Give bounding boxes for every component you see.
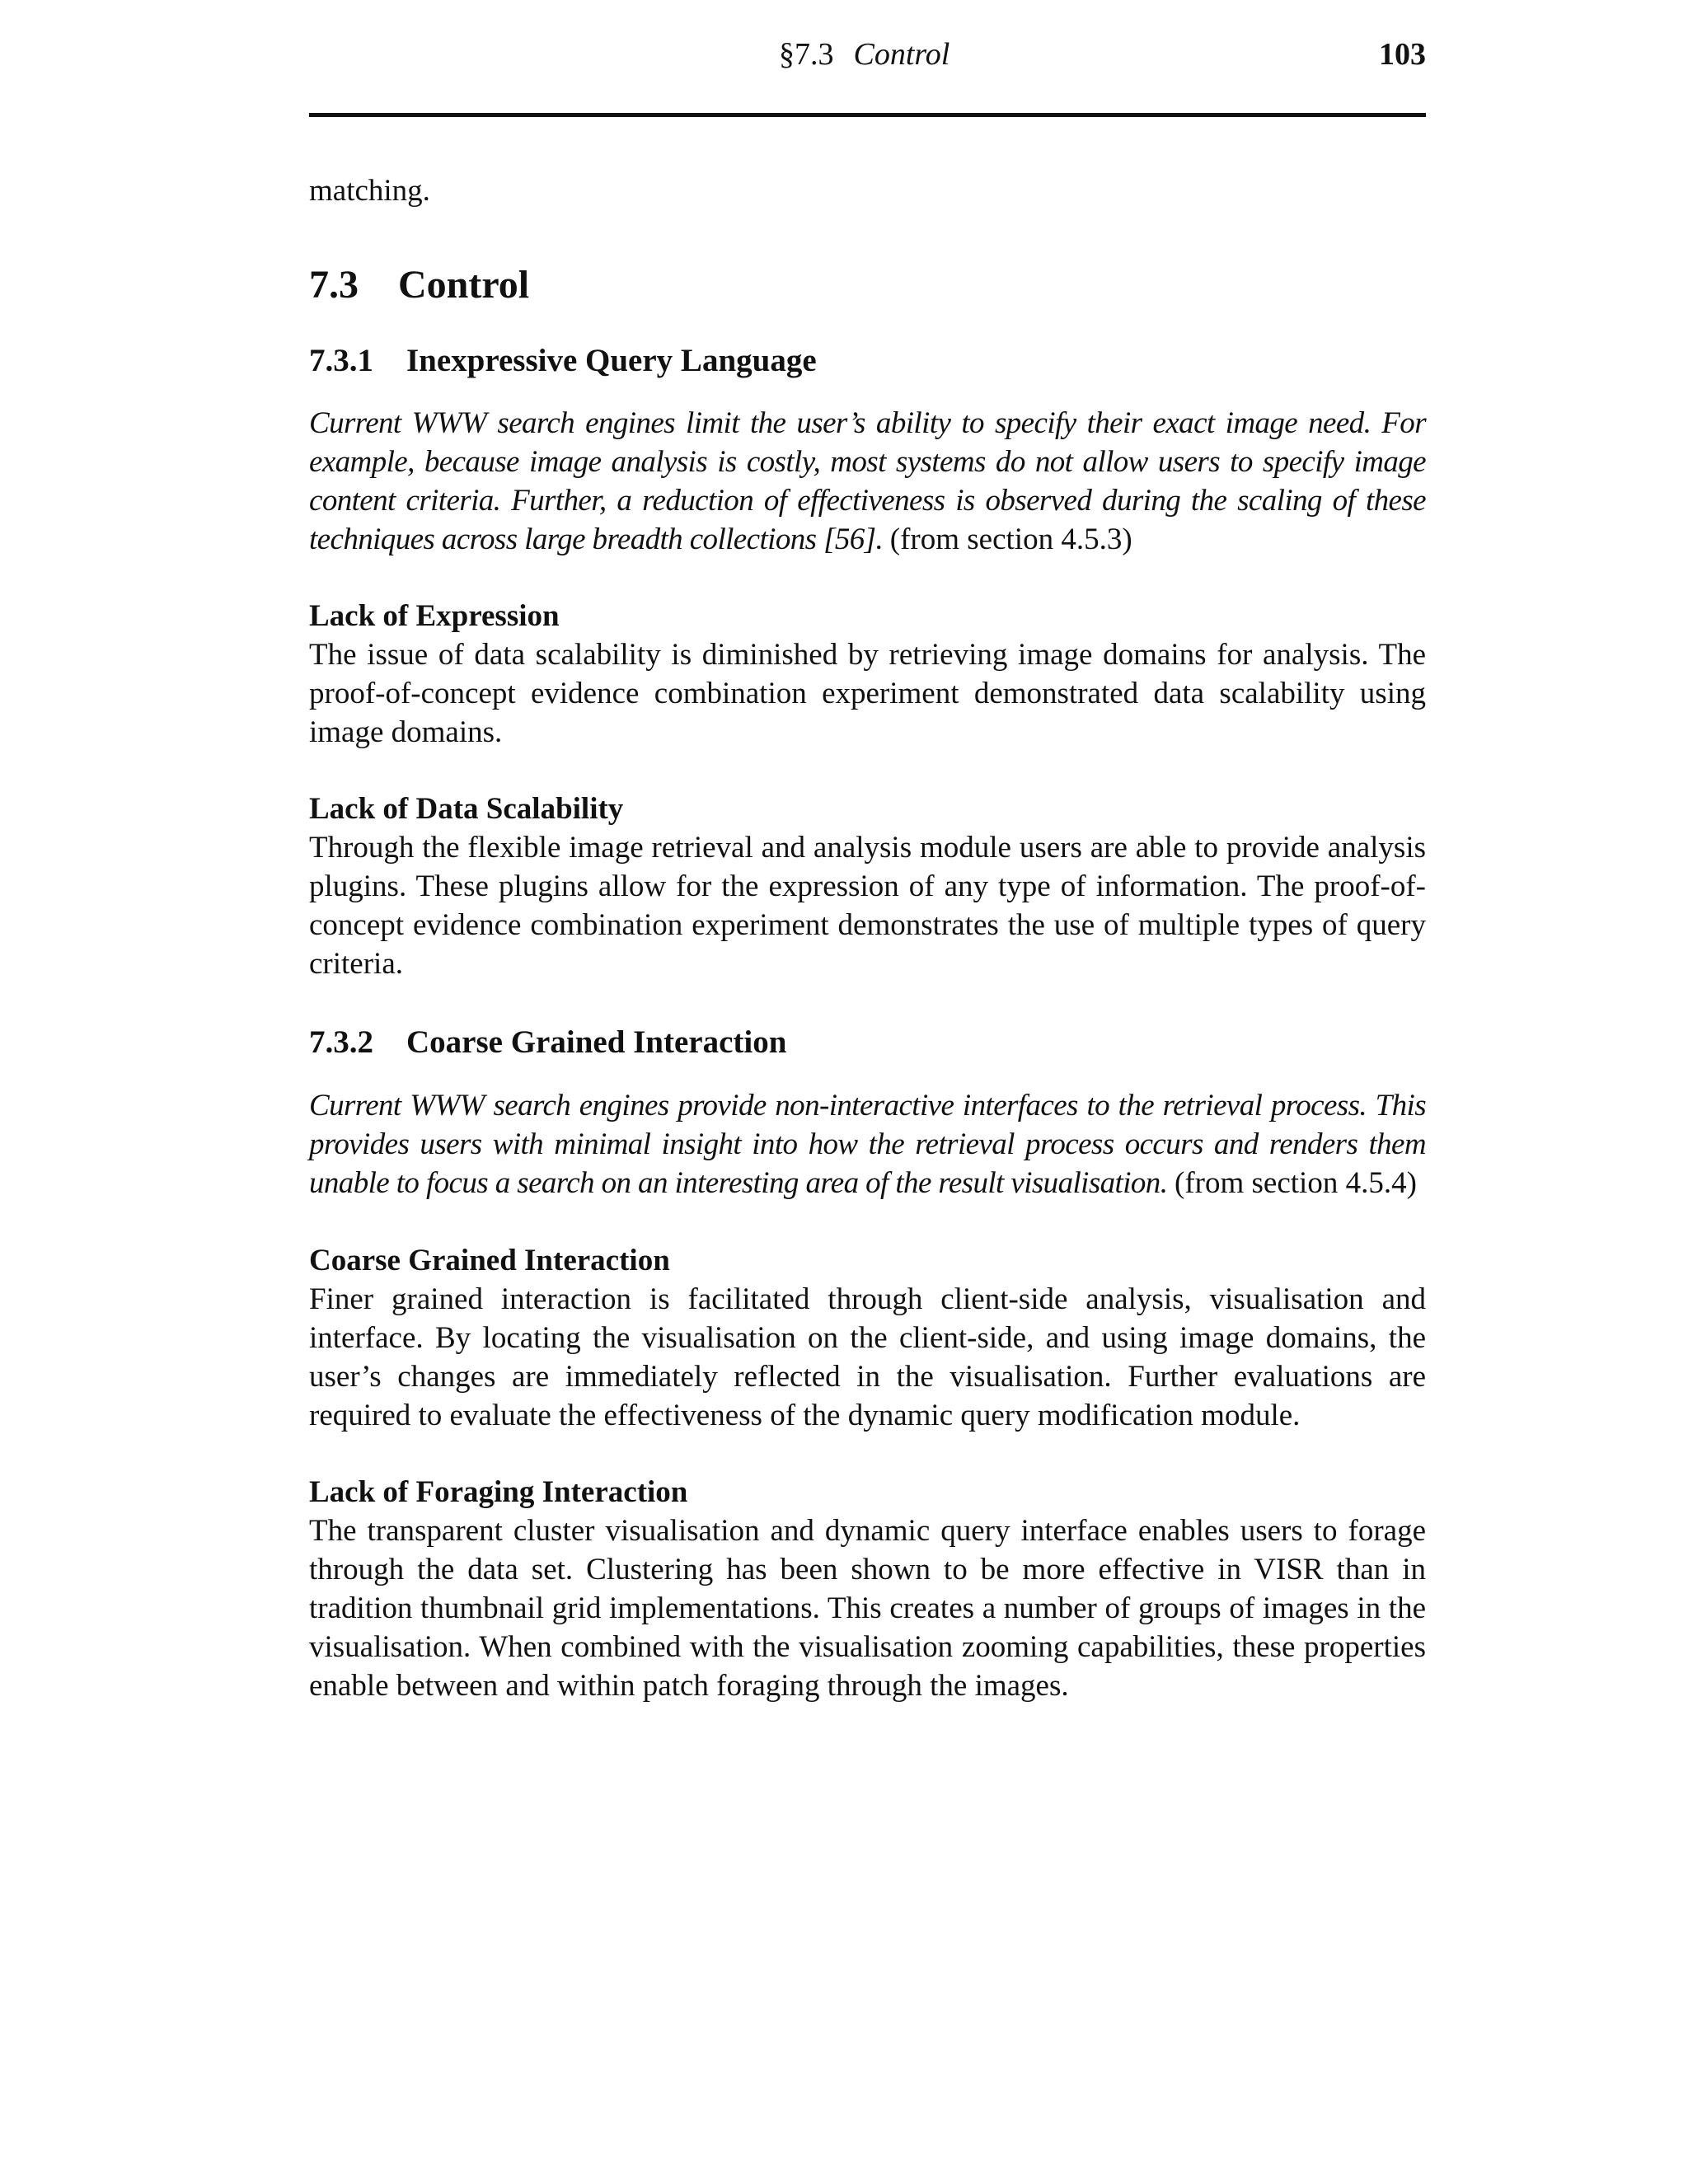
running-header bbox=[309, 36, 1426, 77]
problem-quote-1-source: (from section 4.5.3) bbox=[889, 523, 1132, 556]
subsection-heading-1 bbox=[309, 342, 817, 379]
running-header-section-title: Control bbox=[853, 37, 950, 72]
paragraph-lack-of-data-scalability bbox=[309, 790, 1426, 983]
problem-quote-2 bbox=[309, 1086, 1426, 1202]
paragraph-heading: Lack of Expression bbox=[309, 599, 560, 633]
paragraph-heading: Lack of Foraging Interaction bbox=[309, 1475, 688, 1509]
paragraph-body: The issue of data scalability is diminished by retrieving image domains for analysis. The proof-of-concept evidence combination experiment demonstrated data scalability using image domains. bbox=[309, 638, 1426, 749]
problem-quote-2-text: Current WWW search engines provide non-interactive interfaces to the retrieval process. This provides users with minimal insight into how the retrieval process occurs and renders them unable to focus a search on an interesting area of the result visualisation. bbox=[309, 1089, 1426, 1200]
problem-quote-2-source: (from section 4.5.4) bbox=[1175, 1166, 1417, 1200]
subsection-title-2: Coarse Grained Interaction bbox=[406, 1024, 787, 1060]
header-rule bbox=[309, 113, 1426, 117]
continuation-text: matching. bbox=[309, 174, 430, 208]
section-title: Control bbox=[398, 263, 530, 307]
page-number: 103 bbox=[1379, 37, 1426, 72]
running-header-section bbox=[779, 36, 950, 73]
problem-quote-1 bbox=[309, 404, 1426, 559]
subsection-number-1: 7.3.1 bbox=[309, 343, 373, 378]
paragraph-coarse-grained-interaction bbox=[309, 1241, 1426, 1435]
paragraph-lack-of-foraging-interaction bbox=[309, 1473, 1426, 1705]
section-heading bbox=[309, 262, 529, 307]
running-header-section-number: §7.3 bbox=[779, 37, 834, 72]
subsection-title-1: Inexpressive Query Language bbox=[406, 343, 817, 378]
paragraph-lack-of-expression bbox=[309, 597, 1426, 752]
section-number: 7.3 bbox=[309, 263, 359, 307]
paragraph-body: Through the flexible image retrieval and analysis module users are able to provide analysis plugins. These plugins allow for the expression of any type of information. The proof-of-concept evidence combination experiment demonstrates the use of multiple types of query criteria. bbox=[309, 831, 1426, 981]
paragraph-heading: Lack of Data Scalability bbox=[309, 792, 624, 826]
subsection-heading-2 bbox=[309, 1024, 786, 1061]
subsection-number-2: 7.3.2 bbox=[309, 1024, 373, 1060]
paragraph-heading: Coarse Grained Interaction bbox=[309, 1244, 670, 1277]
paragraph-body: Finer grained interaction is facilitated through client-side analysis, visualisation and interface. By locating the visualisation on the client-side, and using image domains, the user’s changes are immediately reflected in the visualisation. Further evaluations are required to evaluate the effectiveness of the dynamic query modification module. bbox=[309, 1282, 1426, 1432]
problem-quote-1-text: Current WWW search engines limit the user’s ability to specify their exact image need. For example, because image analysis is costly, most systems do not allow users to specify image content criteria. Further, a reduction of effectiveness is observed during the scaling of these techniques across large breadth collections [56]. bbox=[309, 406, 1426, 556]
paragraph-body: The transparent cluster visualisation and dynamic query interface enables users to forage through the data set. Clustering has been shown to be more effective in VISR than in tradition thumbnail grid implementations. This creates a number of groups of images in the visualisation. When combined with the visualisation zooming capabilities, these properties enable between and within patch foraging through the images. bbox=[309, 1514, 1426, 1703]
